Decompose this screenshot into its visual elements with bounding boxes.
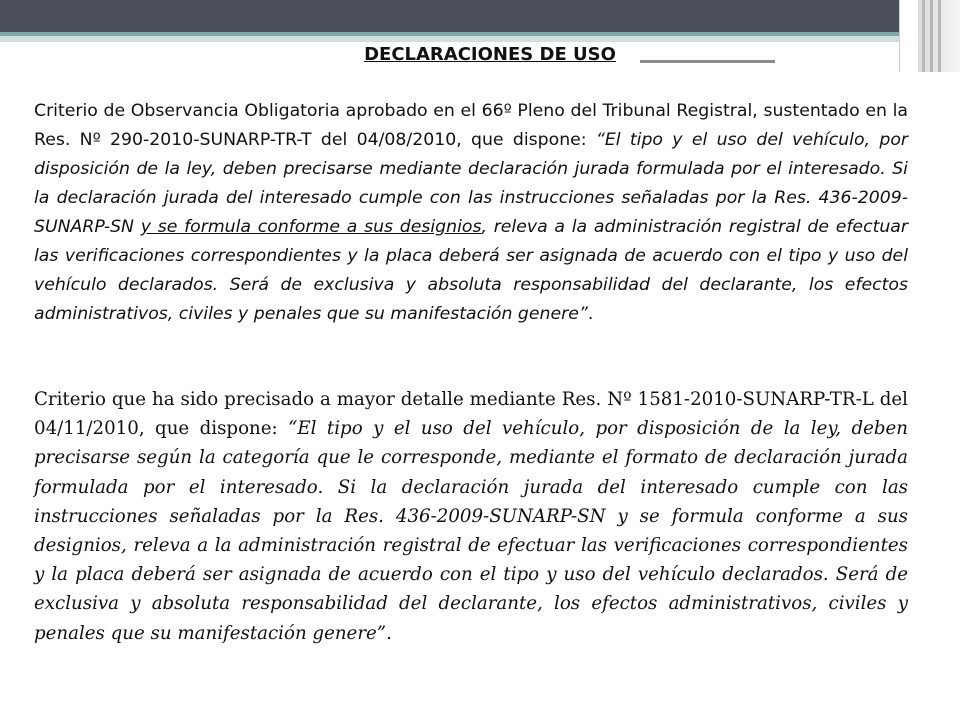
accent-line: [0, 32, 900, 42]
paragraph-criterio-2: [34, 385, 908, 648]
paragraph-1-end: .: [587, 304, 594, 324]
paragraph-1-quote-b: , releva a la administración registral de efectuar las verificaciones correspondientes y la placa deberá ser asignada de acuerdo con el tipo y uso del vehículo declarados. Será de exclusiva y absoluta responsabilidad del declarante, los efectos administrativos, civiles y penales que su manifestación genere”: [34, 217, 908, 324]
paragraph-1-intro: Criterio de Observancia Obligatoria aprobado en el 66º Pleno del Tribunal Registral, sustentado en la Res. Nº 290-2010-SUNARP-TR-T del 04/08/2010, que dispone:: [34, 101, 908, 150]
paragraph-1-quote-a: “El tipo y el uso del vehículo, por disposición de la ley, deben precisarse mediante declaración jurada formulada por el interesado. Si la declaración jurada del interesado cumple con las instrucciones señaladas por la Res. 436-2009-SUNARP-SN: [34, 130, 908, 237]
paragraph-1-quote-underlined: y se formula conforme a sus designios: [140, 217, 482, 237]
paragraph-criterio-1: [34, 97, 908, 329]
paragraph-2-intro: Criterio que ha sido precisado a mayor detalle mediante Res. Nº 1581-2010-SUNARP-TR-L del 04/11/2010, que dispone:: [34, 389, 908, 440]
top-header-bar: [0, 0, 960, 32]
paragraph-2-quote: “El tipo y el uso del vehículo, por disposición de la ley, deben precisarse según la categoría que le corresponde, mediante el formato de declaración jurada formulada por el interesado. Si la declaración jurada del interesado cumple con las instrucciones señaladas por la Res. 436-2009-SUNARP-SN y se formula conforme a sus designios, releva a la administración registral de efectuar las verificaciones correspondientes y la placa deberá ser asignada de acuerdo con el tipo y uso del vehículo declarados. Será de exclusiva y absoluta responsabilidad del declarante, los efectos administrativos, civiles y penales que su manifestación genere”.: [34, 418, 909, 644]
slide-title: DECLARACIONES DE USO: [364, 44, 616, 65]
